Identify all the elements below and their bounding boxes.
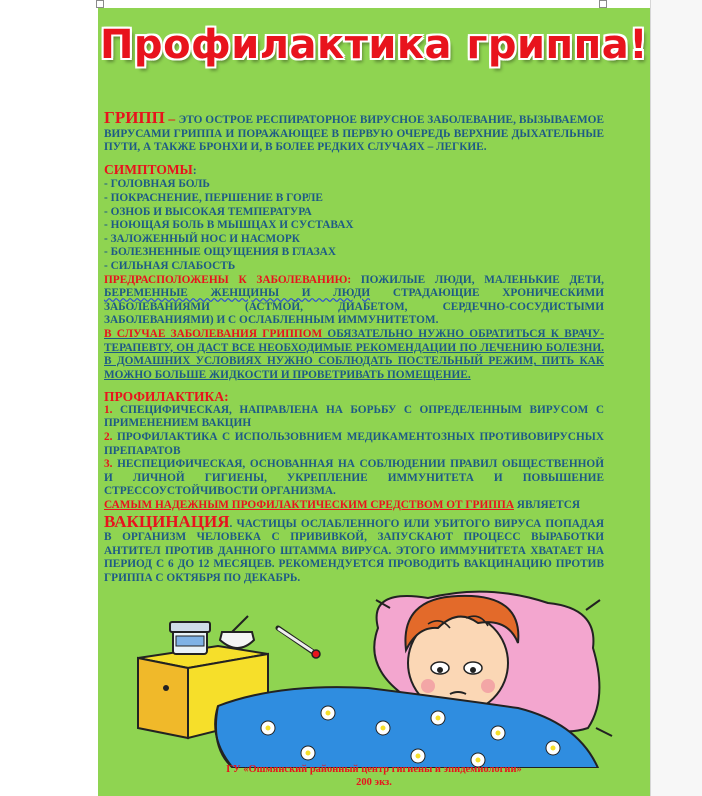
editor-left-margin <box>0 0 98 796</box>
prophylaxis-item: 3. НЕСПЕЦИФИЧЕСКАЯ, ОСНОВАННАЯ НА СОБЛЮДЕНИИ ПРАВИЛ ОБЩЕСТВЕННОЙ И ЛИЧНОЙ ГИГИЕНЫ, УКРЕПЛЕНИЕ ИММУНИТЕТА И ПОВЫШЕНИЕ СТРЕССОУСТОЙЧИВОСТИ ОРГАНИЗМА. <box>104 458 604 498</box>
symptom-item: - ГОЛОВНАЯ БОЛЬ <box>104 178 210 191</box>
intro-term: ГРИПП <box>104 108 165 127</box>
case-paragraph: В СЛУЧАЕ ЗАБОЛЕВАНИЯ ГРИППОМ ОБЯЗАТЕЛЬНО НУЖНО ОБРАТИТЬСЯ К ВРАЧУ-ТЕРАПЕВТУ, ОН ДАСТ ВСЕ НЕОБХОДИМЫЕ РЕКОМЕНДАЦИИ ПО ЛЕЧЕНИЮ БОЛЕЗНИ. В ДОМАШНИХ УСЛОВИЯХ НУЖНО СОБЛЮДАТЬ ПОСТЕЛЬНЫЙ РЕЖИМ, ПИТЬ КАК МОЖНО БОЛЬШЕ ЖИДКОСТИ И ПРОВЕТРИВАТЬ ПОМЕЩЕНИЕ. <box>104 327 604 381</box>
predisposed-label: ПРЕДРАСПОЛОЖЕНЫ К ЗАБОЛЕВАНИЮ: <box>104 273 352 286</box>
vaccination-term: ВАКЦИНАЦИЯ <box>104 511 230 531</box>
flyer-title: Профилактика гриппа! <box>99 22 649 68</box>
symptom-item: - ЗАЛОЖЕННЫЙ НОС И НАСМОРК <box>104 232 301 245</box>
page-corner-handle-left[interactable] <box>96 0 104 8</box>
footer-organization: ГУ «Ошмянский районный центр гигиены и эпидемиологии» <box>226 764 522 775</box>
symptom-item: - НОЮЩАЯ БОЛЬ В МЫШЦАХ И СУСТАВАХ <box>104 219 354 232</box>
symptoms-heading: СИМПТОМЫ: <box>104 161 197 177</box>
predisposed-paragraph: ПРЕДРАСПОЛОЖЕНЫ К ЗАБОЛЕВАНИЮ: ПОЖИЛЫЕ ЛЮДИ, МАЛЕНЬКИЕ ДЕТИ, БЕРЕМЕННЫЕ ЖЕНЩИНЫ И ЛЮДИ СТРАДАЮЩИЕ ХРОНИЧЕСКИМИ ЗАБОЛЕВАНИЯМИ (АСТМОЙ, ДИАБЕТОМ, СЕРДЕЧНО-СОСУДИСТЫМИ ЗАБОЛЕВАНИЯМИ) И С ОСЛАБЛЕННЫМ ИММУНИТЕТОМ. <box>104 273 604 327</box>
prophylaxis-heading: ПРОФИЛАКТИКА: <box>104 389 229 405</box>
footer-print-run: 200 экз. <box>356 777 392 788</box>
reliable-paragraph: САМЫМ НАДЕЖНЫМ ПРОФИЛАКТИЧЕСКИМ СРЕДСТВОМ ОТ ГРИППА ЯВЛЯЕТСЯ <box>104 499 581 512</box>
intro-dash: – <box>164 111 179 126</box>
editor-right-margin <box>650 0 702 796</box>
flyer-footer <box>98 763 650 789</box>
spellcheck-underline: БЕРЕМЕННЫЕ ЖЕНЩИНЫ И ЛЮДИ <box>104 287 371 300</box>
symptom-item: - ПОКРАСНЕНИЕ, ПЕРШЕНИЕ В ГОРЛЕ <box>104 191 323 204</box>
intro-paragraph <box>104 108 604 155</box>
intro-text: ЭТО ОСТРОЕ РЕСПИРАТОРНОЕ ВИРУСНОЕ ЗАБОЛЕВАНИЕ, ВЫЗЫВАЕМОЕ ВИРУСАМИ ГРИППА И ПОРАЖАЮЩЕЕ В ПЕРВУЮ ОЧЕРЕДЬ ВЕРХНИЕ ДЫХАТЕЛЬНЫЕ ПУТИ, А ТАКЖЕ БРОНХИ И, В БОЛЕЕ РЕДКИХ СЛУЧАЯХ – ЛЕГКИЕ. <box>104 114 604 154</box>
case-label: В СЛУЧАЕ ЗАБОЛЕВАНИЯ ГРИППОМ <box>104 327 323 340</box>
flyer-page <box>98 8 650 796</box>
flyer-body <box>104 108 604 586</box>
reliable-label: САМЫМ НАДЕЖНЫМ ПРОФИЛАКТИЧЕСКИМ СРЕДСТВОМ ОТ ГРИППА <box>104 499 514 512</box>
symptom-item: - СИЛЬНАЯ СЛАБОСТЬ <box>104 259 236 272</box>
prophylaxis-item: 2. ПРОФИЛАКТИКА С ИСПОЛЬЗОВНИЕМ МЕДИКАМЕНТОЗНЫХ ПРОТИВОВИРУСНЫХ ПРЕПАРАТОВ <box>104 431 604 457</box>
vaccination-paragraph: ВАКЦИНАЦИЯ. ЧАСТИЦЫ ОСЛАБЛЕННОГО ИЛИ УБИТОГО ВИРУСА ПОПАДАЯ В ОРГАНИЗМ ЧЕЛОВЕКА С ПРИВИВКОЙ, ЗАПУСКАЮТ ПРОЦЕСС ВЫРАБОТКИ АНТИТЕЛ ПРОТИВ ДАННОГО ШТАММА ВИРУСА. ЭТОГО ИММУНИТЕТА ХВАТАЕТ НА ПЕРИОД С 6 ДО 12 МЕСЯЦЕВ. РЕКОМЕНДУЕТСЯ ПРОВОДИТЬ ВАКЦИНАЦИЮ ПРОТИВ ГРИППА С ОКТЯБРЯ ПО ДЕКАБРЬ. <box>104 511 604 584</box>
sick-child-illustration <box>128 588 618 768</box>
symptom-item: - БОЛЕЗНЕННЫЕ ОЩУЩЕНИЯ В ГЛАЗАХ <box>104 246 336 259</box>
symptom-item: - ОЗНОБ И ВЫСОКАЯ ТЕМПЕРАТУРА <box>104 205 312 218</box>
page-corner-handle-right[interactable] <box>599 0 607 8</box>
symptoms-list <box>104 178 604 273</box>
prophylaxis-item: 1. СПЕЦИФИЧЕСКАЯ, НАПРАВЛЕНА НА БОРЬБУ С ОПРЕДЕЛЕННЫМ ВИРУСОМ С ПРИМЕНЕНИЕМ ВАКЦИН <box>104 403 604 430</box>
